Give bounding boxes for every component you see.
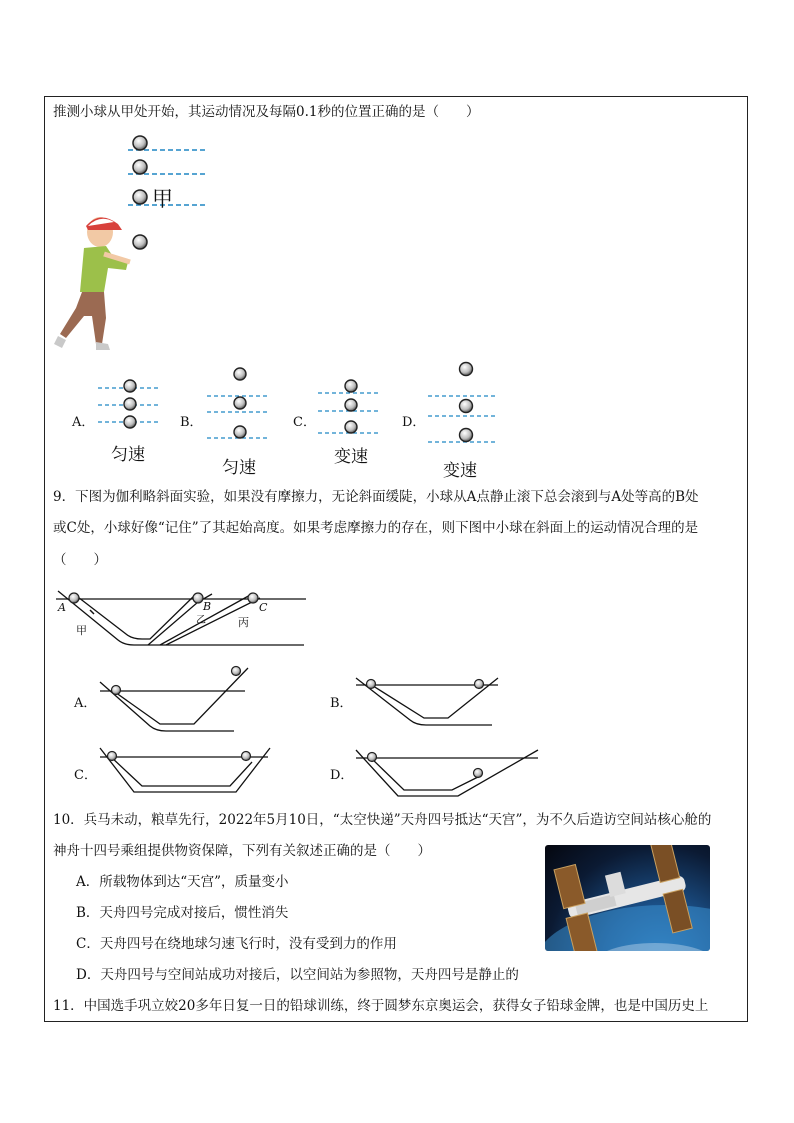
q9-line3: （ ） <box>53 552 107 568</box>
ball <box>367 680 376 689</box>
label-bing: 丙 <box>238 616 249 629</box>
q8-caption-c: 变速 <box>334 447 368 467</box>
q8-option-d: D． <box>402 415 426 430</box>
ball <box>232 667 241 676</box>
ball <box>474 769 483 778</box>
ball <box>108 752 117 761</box>
space-station-photo <box>545 845 710 951</box>
q10-line1: 10．兵马未动，粮草先行，2022年5月10日，“太空快递”天舟四号抵达“天宫”，为不久后造访空间站核心舱的 <box>53 812 712 828</box>
q8-stem: 推测小球从甲处开始，其运动情况及每隔0.1秒的位置正确的是（ ） <box>53 104 480 120</box>
point-c-label: C <box>259 601 268 614</box>
figure-label-jia: 甲 <box>152 187 173 211</box>
q9-option-d: D． <box>330 768 354 783</box>
ball <box>112 686 121 695</box>
point-a-label: A <box>58 601 66 614</box>
label-yi: 乙 <box>196 615 206 626</box>
q9-line2: 或C处，小球好像“记住”了其起始高度。如果考虑摩擦力的存在，则下图中小球在斜面上的运动情况合理的是 <box>53 520 699 536</box>
q11-line1: 11．中国选手巩立姣20多年日复一日的铅球训练，终于圆梦东京奥运会，获得女子铅球金牌，也是中国历史上 <box>53 998 709 1014</box>
q8-option-c: C． <box>293 415 316 430</box>
q10-option-c: C．天舟四号在绕地球匀速飞行时，没有受到力的作用 <box>76 936 397 952</box>
q10-option-b: B．天舟四号完成对接后，惯性消失 <box>76 905 289 921</box>
q8-caption-a: 匀速 <box>111 445 145 465</box>
q8-caption-b: 匀速 <box>222 458 256 478</box>
q10-option-d: D．天舟四号与空间站成功对接后，以空间站为参照物，天舟四号是静止的 <box>76 967 519 983</box>
label-jia: 甲 <box>76 624 87 637</box>
q10-option-a: A．所载物体到达“天宫”，质量变小 <box>76 874 289 890</box>
point-b-label: B <box>203 600 212 613</box>
q8-caption-d: 变速 <box>443 461 477 481</box>
ball <box>475 680 484 689</box>
q9-option-b: B． <box>330 696 353 711</box>
q9-option-c: C． <box>74 768 97 783</box>
ball <box>242 752 251 761</box>
q8-option-b: B． <box>180 415 203 430</box>
q10-line2: 神舟十四号乘组提供物资保障，下列有关叙述正确的是（ ） <box>53 843 431 859</box>
q9-option-a: A． <box>74 696 97 711</box>
ball <box>368 753 377 762</box>
q8-option-a: A． <box>72 415 95 430</box>
q9-line1: 9．下图为伽利略斜面实验，如果没有摩擦力，无论斜面缓陡，小球从A点静止滚下总会滚到与A处等高的B处 <box>53 489 699 505</box>
